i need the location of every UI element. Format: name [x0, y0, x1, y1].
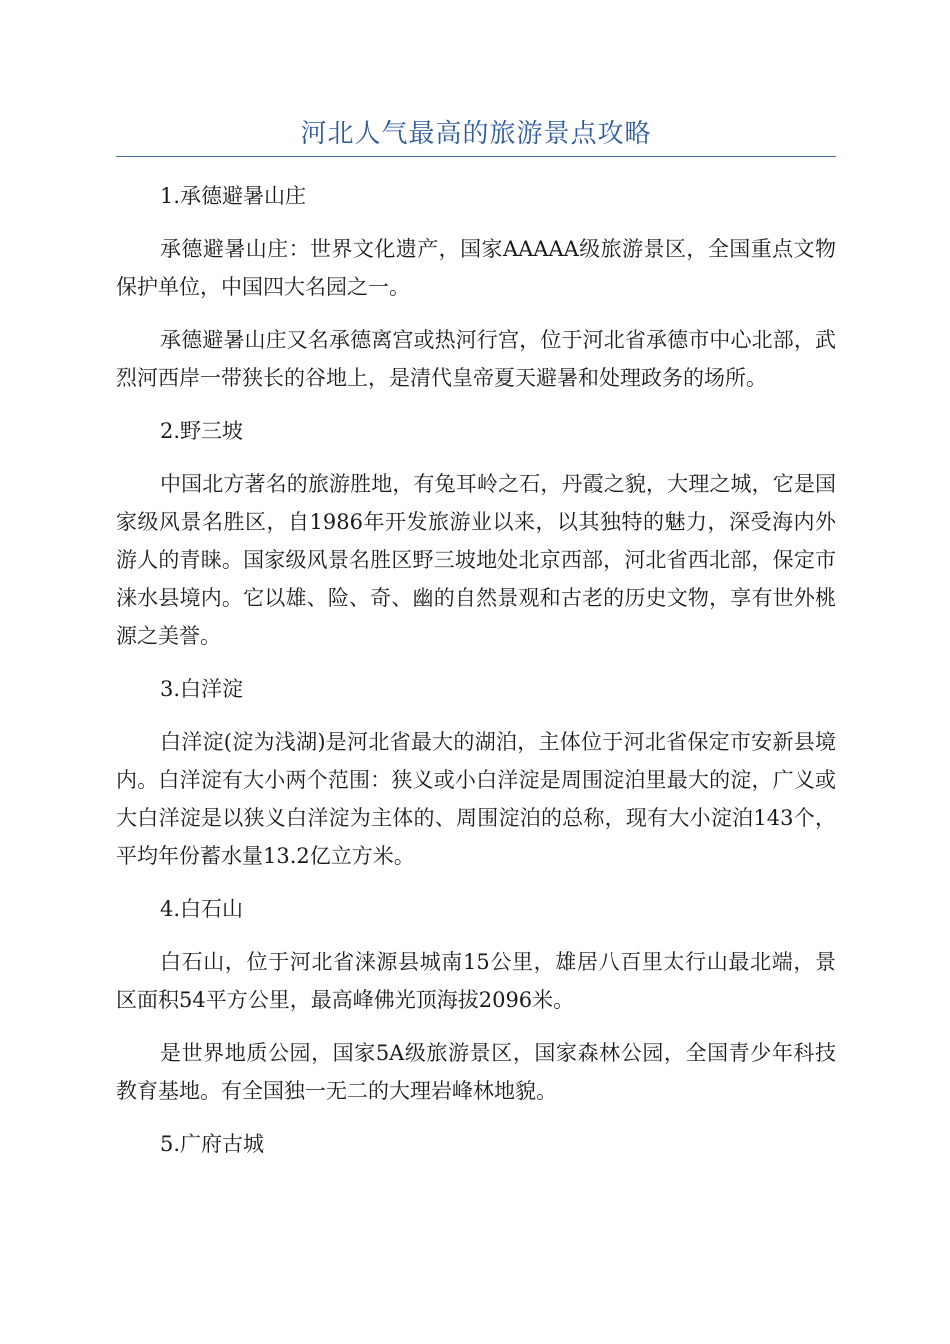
section-heading: 1.承德避暑山庄 [160, 184, 307, 208]
section-baiyangdian [116, 670, 836, 875]
section-guangfu [116, 1125, 836, 1163]
section-baishishan [116, 890, 836, 1110]
paragraph: 中国北方著名的旅游胜地，有兔耳岭之石，丹霞之貌，大理之城，它是国家级风景名胜区，自1986年开发旅游业以来，以其独特的魅力，深受海内外游人的青睐。国家级风景名胜区野三坡地处北京西部，河北省西北部，保定市涞水县境内。它以雄、险、奇、幽的自然景观和古老的历史文物，享有世外桃源之美誉。 [116, 472, 836, 648]
section-chengde [116, 177, 836, 397]
section-heading: 5.广府古城 [160, 1132, 265, 1156]
section-heading: 4.白石山 [160, 897, 244, 921]
paragraph: 承德避暑山庄：世界文化遗产，国家AAAAA级旅游景区，全国重点文物保护单位，中国四大名园之一。 [116, 237, 836, 299]
section-yesanpo [116, 412, 836, 655]
paragraph: 是世界地质公园，国家5A级旅游景区，国家森林公园，全国青少年科技教育基地。有全国独一无二的大理岩峰林地貌。 [116, 1041, 836, 1103]
title-divider [116, 156, 836, 157]
document-body [116, 177, 836, 1163]
paragraph: 承德避暑山庄又名承德离宫或热河行宫，位于河北省承德市中心北部，武烈河西岸一带狭长的谷地上，是清代皇帝夏天避暑和处理政务的场所。 [116, 328, 836, 390]
document-title: 河北人气最高的旅游景点攻略 [300, 119, 652, 149]
document-page [116, 0, 836, 1178]
paragraph: 白洋淀(淀为浅湖)是河北省最大的湖泊，主体位于河北省保定市安新县境内。白洋淀有大小两个范围：狭义或小白洋淀是周围淀泊里最大的淀，广义或大白洋淀是以狭义白洋淀为主体的、周围淀泊的总称，现有大小淀泊143个，平均年份蓄水量13.2亿立方米。 [116, 730, 836, 868]
section-heading: 3.白洋淀 [160, 677, 244, 701]
section-heading: 2.野三坡 [160, 419, 244, 443]
paragraph: 白石山，位于河北省涞源县城南15公里，雄居八百里太行山最北端，景区面积54平方公里，最高峰佛光顶海拔2096米。 [116, 950, 836, 1012]
